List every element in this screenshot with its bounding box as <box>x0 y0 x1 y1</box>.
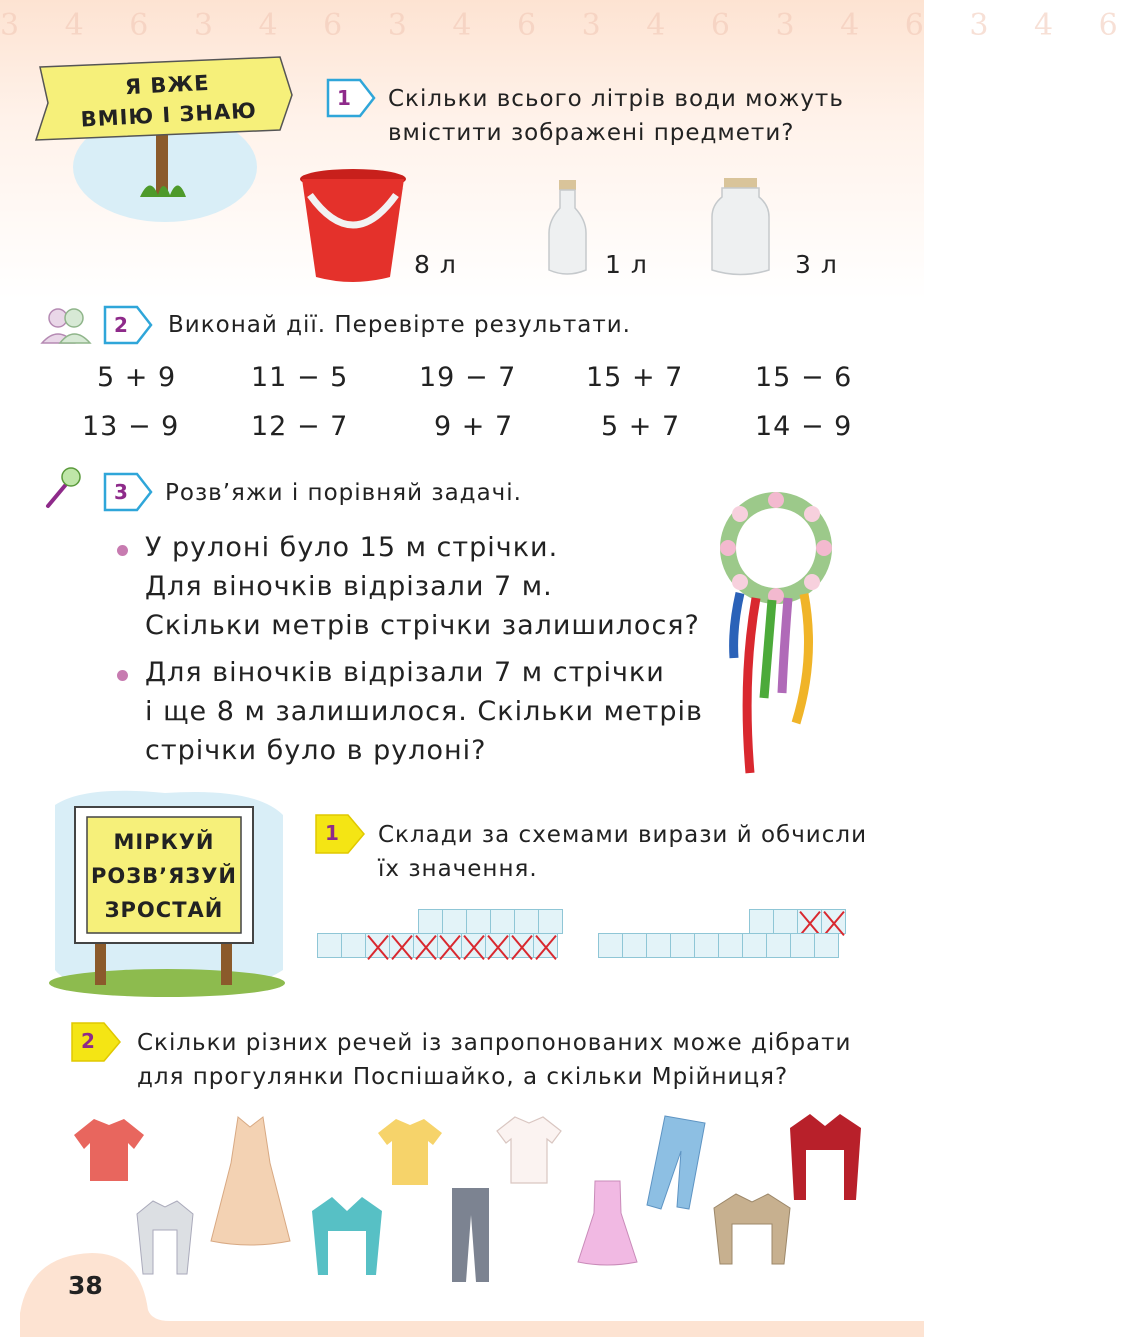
scheme-cell <box>622 933 647 958</box>
board-sign-line1: МІРКУЙ <box>113 830 215 854</box>
scheme-cell <box>814 933 839 958</box>
task-number-badge <box>103 305 155 345</box>
problem1-line: У рулоні було 15 м стрічки. <box>145 532 559 563</box>
bottle-label: 1 л <box>605 250 648 279</box>
expression: 12 − 7 <box>251 411 349 442</box>
expression: 13 − 9 <box>82 411 180 442</box>
scheme-cell <box>766 933 791 958</box>
s2-task2-line2: для прогулянки Поспішайко, а скільки Мрійниця? <box>137 1064 789 1090</box>
expression: 15 − 6 <box>755 362 853 393</box>
page-footer <box>0 1225 924 1337</box>
bucket-label: 8 л <box>414 250 457 279</box>
bullet-icon <box>117 670 128 681</box>
crossed-cell <box>485 933 510 958</box>
bottle-icon <box>545 178 590 278</box>
crossed-cell <box>797 909 822 934</box>
header-sign-line2: ВМІЮ І ЗНАЮ <box>80 98 258 132</box>
pair-work-icon <box>38 305 93 345</box>
crossed-cell <box>365 933 390 958</box>
scheme1-top-row <box>419 909 563 934</box>
s2-task1-text <box>378 818 867 886</box>
scheme-cell <box>466 909 491 934</box>
scheme2-bottom-row <box>599 933 839 958</box>
jacket-red-icon <box>788 1110 863 1205</box>
task-number-badge <box>314 813 366 853</box>
page-number: 38 <box>68 1271 103 1300</box>
board-sign-line2: РОЗВ’ЯЗУЙ <box>90 864 237 888</box>
problem1-line: Для віночків відрізали 7 м. <box>145 571 553 602</box>
scheme-cell <box>718 933 743 958</box>
scheme-cell <box>694 933 719 958</box>
scheme-cell <box>341 933 366 958</box>
task-number-badge <box>70 1021 122 1061</box>
bullet-icon <box>117 545 128 556</box>
scheme-cell <box>742 933 767 958</box>
expression: 19 − 7 <box>419 362 517 393</box>
expression: 11 − 5 <box>251 362 349 393</box>
task-number-badge <box>326 78 378 118</box>
background-digit-pattern: 3 4 6 3 4 6 3 4 6 3 4 6 3 4 6 3 4 6 <box>0 8 1136 43</box>
scheme-cell <box>538 909 563 934</box>
task-number: 1 <box>337 86 351 110</box>
expression: 5 + 7 <box>601 411 681 442</box>
board-sign-line3: ЗРОСТАЙ <box>104 898 224 922</box>
s2-task2-text <box>137 1026 852 1094</box>
scheme-cell <box>646 933 671 958</box>
scheme-cell <box>749 909 774 934</box>
jar-icon <box>708 175 773 280</box>
task-number: 2 <box>114 313 128 337</box>
problem2-line: Для віночків відрізали 7 м стрічки <box>145 657 665 688</box>
crossed-cell <box>509 933 534 958</box>
problem1-line: Скільки метрів стрічки залишилося? <box>145 610 700 641</box>
s2-task1-line1: Склади за схемами вирази й обчисли <box>378 822 868 848</box>
tshirt-white-icon <box>495 1113 563 1188</box>
scheme-cell <box>670 933 695 958</box>
microphone-icon <box>40 462 85 512</box>
board-sign-text <box>87 825 241 927</box>
s2-task1-line2: їх значення. <box>378 856 538 882</box>
scheme-cell <box>773 909 798 934</box>
shirt-red-icon <box>72 1115 147 1185</box>
task-number: 2 <box>81 1029 95 1053</box>
scheme2-top-row <box>750 909 846 934</box>
task-number: 1 <box>325 821 339 845</box>
problem2-line: і ще 8 м залишилося. Скільки метрів <box>145 696 703 727</box>
task-number-badge <box>103 472 155 512</box>
task1-line2: вмістити зображені предмети? <box>388 120 795 146</box>
problem2-line: стрічки було в рулоні? <box>145 735 487 766</box>
scheme-cell <box>418 909 443 934</box>
crossed-cell <box>533 933 558 958</box>
expression: 14 − 9 <box>755 411 853 442</box>
header-sign-text <box>57 64 280 135</box>
header-sign-line1: Я ВЖЕ <box>124 70 211 100</box>
jeans-blue-icon <box>643 1113 708 1213</box>
expression: 5 + 9 <box>97 362 177 393</box>
scheme-cell <box>598 933 623 958</box>
scheme-cell <box>442 909 467 934</box>
task1-text <box>388 82 844 150</box>
task3-text: Розв’яжи і порівняй задачі. <box>165 480 522 506</box>
task2-text: Виконай дії. Перевірте результати. <box>168 312 631 338</box>
expression: 15 + 7 <box>586 362 684 393</box>
task1-line1: Скільки всього літрів води можуть <box>388 86 844 112</box>
crossed-cell <box>821 909 846 934</box>
crossed-cell <box>461 933 486 958</box>
tshirt-yellow-icon <box>376 1115 444 1190</box>
scheme-cell <box>317 933 342 958</box>
crossed-cell <box>413 933 438 958</box>
expression: 9 + 7 <box>434 411 514 442</box>
scheme-cell <box>514 909 539 934</box>
bucket-icon <box>296 165 411 285</box>
task-number: 3 <box>114 480 128 504</box>
crossed-cell <box>437 933 462 958</box>
scheme1-bottom-row <box>318 933 558 958</box>
crossed-cell <box>389 933 414 958</box>
scheme-cell <box>490 909 515 934</box>
wreath-icon <box>712 488 842 783</box>
scheme-cell <box>790 933 815 958</box>
jar-label: 3 л <box>795 250 838 279</box>
s2-task2-line1: Скільки різних речей із запропонованих може дібрати <box>137 1030 852 1056</box>
